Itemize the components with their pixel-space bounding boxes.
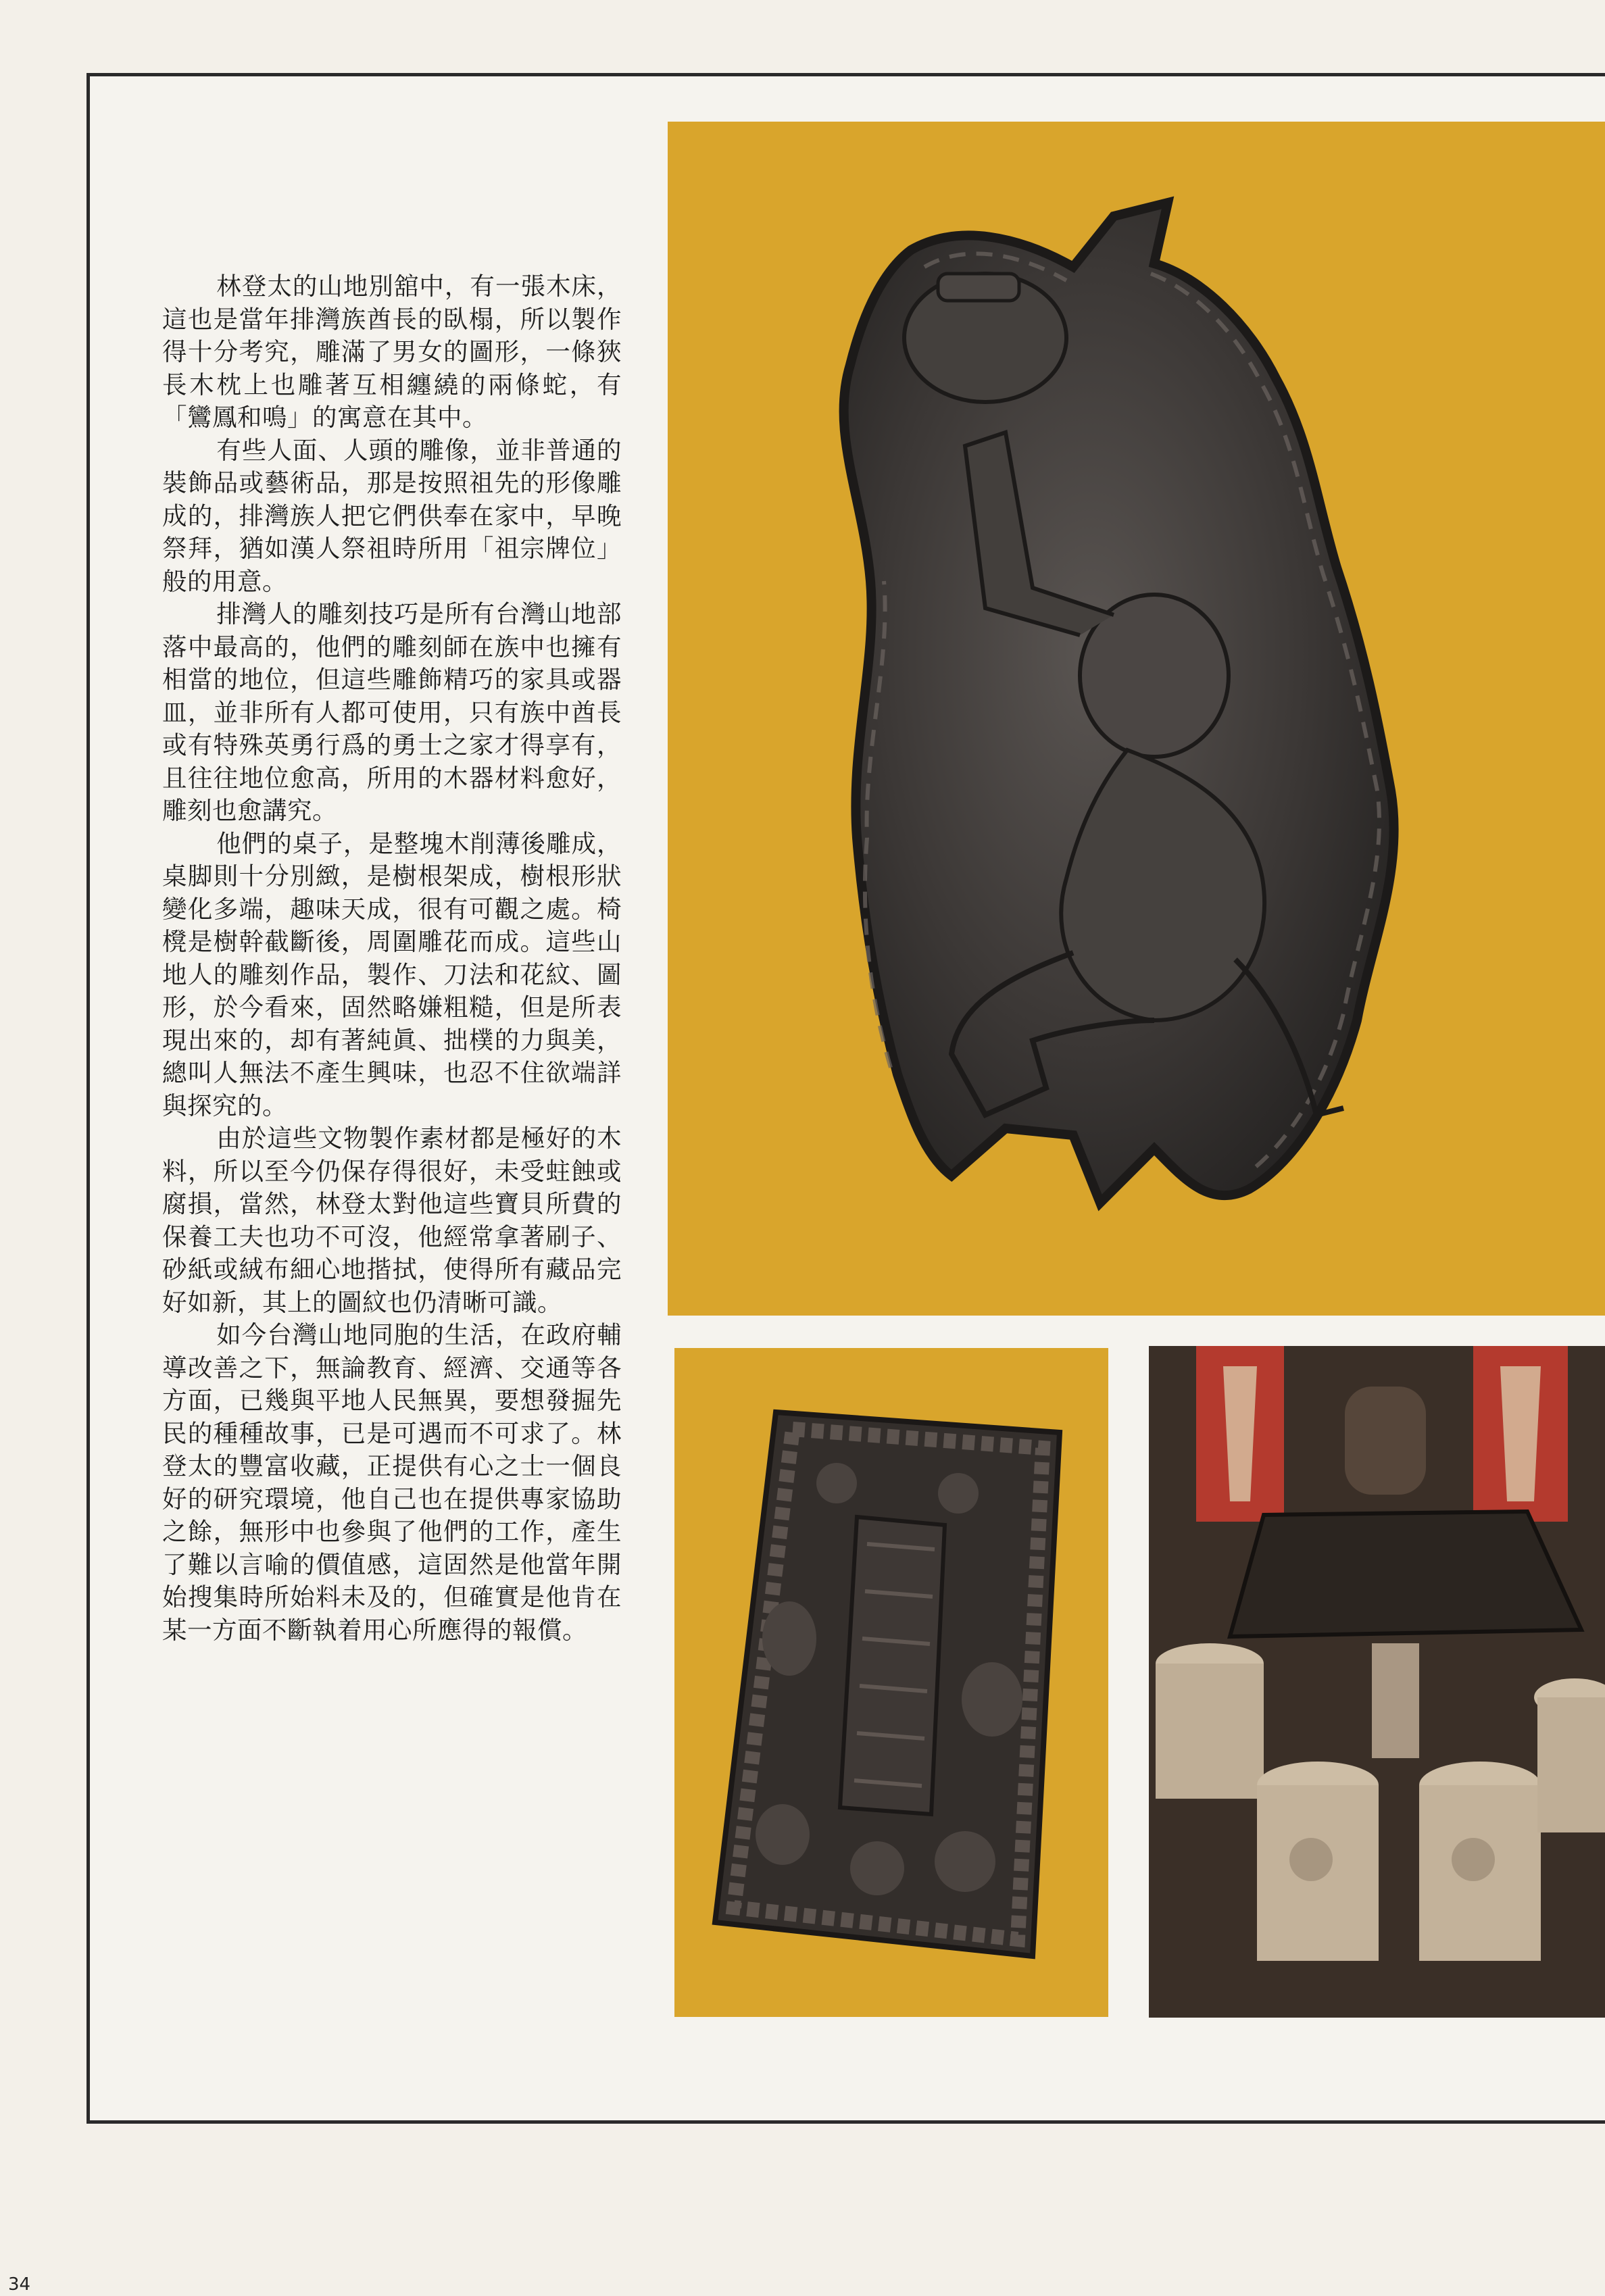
article-text bbox=[162, 270, 622, 1647]
article-paragraph: 如今台灣山地同胞的生活，在政府輔導改善之下，無論教育、經濟、交通等各方面，已幾與平地人民無異，要想發掘先民的種種故事，已是可遇而不可求了。林登太的豐富收藏，正提供有心之士一個良好的研究環境，他自己也在提供專家協助之餘，無形中也參與了他們的工作，產生了難以言喻的價值感，這固然是他當年開始搜集時所始料未及的，但確實是他肯在某一方面不斷執着用心所應得的報償。 bbox=[162, 1320, 622, 1645]
article-paragraph: 有些人面、人頭的雕像，並非普通的裝飾品或藝術品，那是按照祖先的形像雕成的，排灣族人把它們供奉在家中，早晚祭拜，猶如漢人祭祖時所用「祖宗牌位」般的用意。 bbox=[162, 435, 622, 596]
article-paragraph: 他們的桌子，是整塊木削薄後雕成，桌脚則十分別緻，是樹根架成，樹根形狀變化多端，趣味天成，很有可觀之處。椅櫈是樹幹截斷後，周圍雕花而成。這些山地人的雕刻作品，製作、刀法和花紋、圖形，於今看來，固然略嫌粗糙，但是所表現出來的，却有著純眞、拙樸的力與美，總叫人無法不產生興味，也忍不住欲端詳與探究的。 bbox=[162, 828, 622, 1120]
article-paragraph: 由於這些文物製作素材都是極好的木料，所以至今仍保存得很好，未受蛀蝕或腐損，當然，林登太對他這些寶貝所費的保養工夫也功不可沒，他經常拿著刷子、砂紙或絨布細心地揩拭，使得所有藏品完好如新，其上的圖紋也仍清晰可識。 bbox=[162, 1124, 622, 1317]
article-paragraph: 林登太的山地別舘中，有一張木床，這也是當年排灣族酋長的臥榻，所以製作得十分考究，雕滿了男女的圖形，一條狹長木枕上也雕著互相纏繞的兩條蛇，有「鸞鳳和鳴」的寓意在其中。 bbox=[162, 272, 622, 432]
carved-board-photo bbox=[674, 1348, 1108, 2017]
article-paragraph: 排灣人的雕刻技巧是所有台灣山地部落中最高的，他們的雕刻師在族中也擁有相當的地位，但這些雕飾精巧的家具或器皿，並非所有人都可使用，只有族中酋長或有特殊英勇行爲的勇士之家才得享有，且往往地位愈高，所用的木器材料愈好，雕刻也愈講究。 bbox=[162, 599, 622, 825]
carved-table-stools-photo bbox=[1149, 1346, 1605, 2018]
page-number: 34 bbox=[8, 2274, 31, 2295]
carved-figure-slab-photo bbox=[668, 122, 1605, 1316]
